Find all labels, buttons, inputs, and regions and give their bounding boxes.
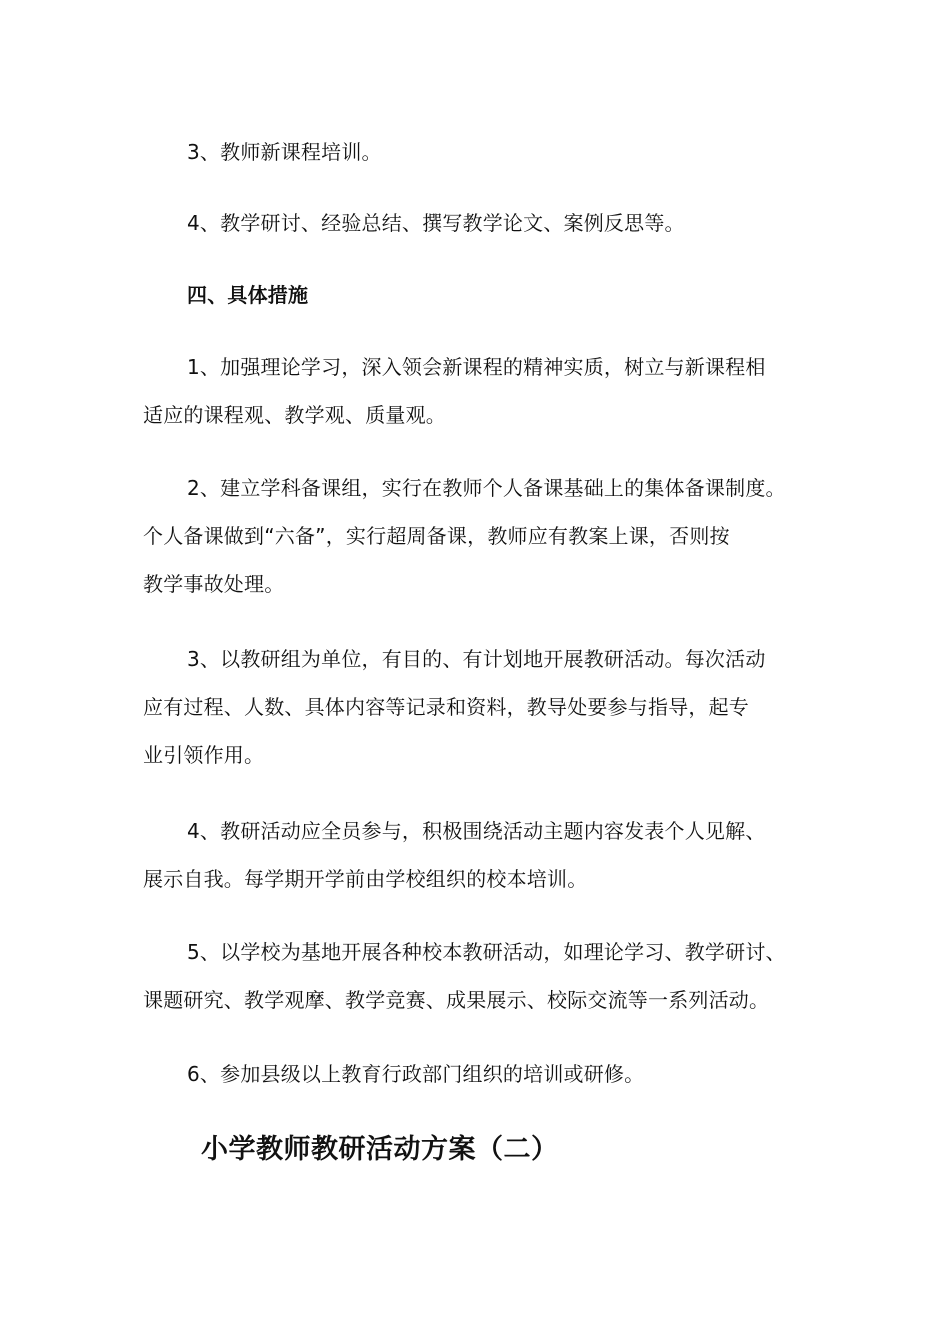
measure-item-4 <box>143 807 833 903</box>
section-heading-measures <box>143 271 833 319</box>
text-line: 个人备课做到“六备”，实行超周备课，教师应有教案上课，否则按 <box>143 524 730 548</box>
list-item-training <box>143 128 833 176</box>
text-line: 4、教研活动应全员参与，积极围绕活动主题内容发表个人见解、 <box>187 819 766 843</box>
text-line: 业引领作用。 <box>143 743 265 767</box>
text-line: 1、加强理论学习，深入领会新课程的精神实质，树立与新课程相 <box>187 355 766 379</box>
text-line: 适应的课程观、教学观、质量观。 <box>143 403 446 427</box>
text-line: 6、参加县级以上教育行政部门组织的培训或研修。 <box>187 1062 645 1086</box>
list-item-research <box>143 199 833 247</box>
text-line: 3、教师新课程培训。 <box>187 140 382 164</box>
measure-item-3 <box>143 635 833 779</box>
text-line: 2、建立学科备课组，实行在教师个人备课基础上的集体备课制度。 <box>187 476 786 500</box>
heading-text: 四、具体措施 <box>187 283 309 307</box>
measure-item-1 <box>143 343 833 439</box>
next-document-title: 小学教师教研活动方案（二） <box>201 1134 559 1165</box>
measure-item-2 <box>143 464 833 608</box>
text-line: 课题研究、教学观摩、教学竞赛、成果展示、校际交流等一系列活动。 <box>143 988 770 1012</box>
text-line: 4、教学研讨、经验总结、撰写教学论文、案例反思等。 <box>187 211 685 235</box>
text-line: 展示自我。每学期开学前由学校组织的校本培训。 <box>143 867 588 891</box>
measure-item-5 <box>143 928 833 1024</box>
text-line: 教学事故处理。 <box>143 572 285 596</box>
text-line: 3、以教研组为单位，有目的、有计划地开展教研活动。每次活动 <box>187 647 766 671</box>
text-line: 应有过程、人数、具体内容等记录和资料，教导处要参与指导，起专 <box>143 695 749 719</box>
measure-item-6 <box>143 1050 833 1098</box>
text-line: 5、以学校为基地开展各种校本教研活动，如理论学习、教学研讨、 <box>187 940 786 964</box>
